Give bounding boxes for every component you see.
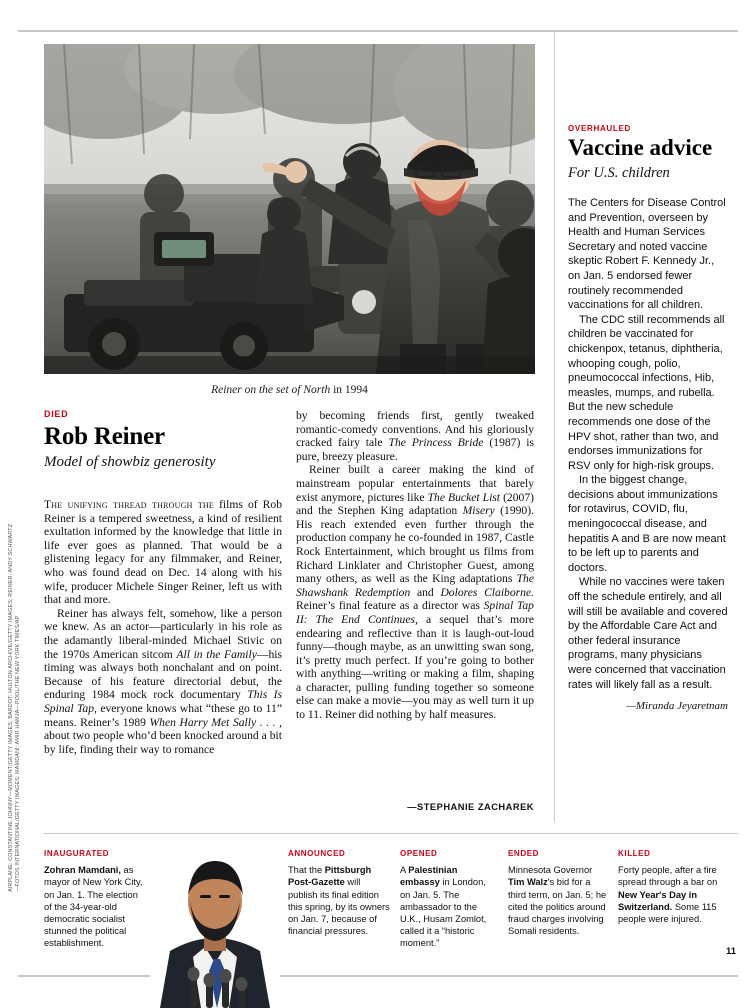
- brief-kicker: ENDED: [508, 849, 540, 858]
- briefs-divider-rule: [44, 833, 738, 834]
- sidebar-body: [568, 196, 728, 692]
- obituary-subtitle: Model of showbiz generosity: [44, 454, 216, 470]
- sidebar-subtitle: For U.S. children: [568, 165, 670, 181]
- obituary-column-middle: [296, 409, 534, 722]
- photo-caption-pre: Reiner on the set of: [211, 384, 304, 396]
- brief-kicker: INAUGURATED: [44, 849, 110, 858]
- mamdani-portrait: [150, 843, 280, 1008]
- obituary-name: Rob Reiner: [44, 423, 165, 450]
- photo-caption-post: in 1994: [330, 384, 368, 396]
- brief-text: Forty people, after a fire spread through a bar on New Year's Day in Switzerland. Some 115 people were injured.: [618, 865, 718, 925]
- photo-caption: [44, 384, 535, 396]
- top-rule: [18, 30, 738, 32]
- brief-opened: [400, 848, 498, 950]
- brief-kicker: KILLED: [618, 849, 651, 858]
- obituary-paragraph: The unifying thread through the films of Rob Reiner is a tempered sweetness, a kind of resilient exultation informed by the knowledge that little in life ever goes as planned. That would be a glistening legacy for any filmmaker, and Reiner, who was found dead on Dec. 14 along with his wife, producer Michele Singer Reiner, left us with that and more.: [44, 498, 282, 607]
- sidebar-paragraph: The CDC still recommends all children be vaccinated for chickenpox, tetanus, diphtheria, whooping cough, polio, pneumococcal infections, Hib, measles, mumps, and rubella. But the new schedule recommends one dose of the HPV shot, rather than two, and endorses immunizations for RSV only for high-risk groups.: [568, 313, 725, 472]
- brief-text: A Palestinian embassy in London, on Jan. 5. The ambassador to the U.K., Husam Zomlot, called it a “historic moment.”: [400, 865, 487, 949]
- sidebar-title: Vaccine advice: [568, 135, 713, 160]
- sidebar-paragraph: The Centers for Disease Control and Prevention, overseen by Health and Human Services Secretary and noted vaccine skeptic Robert F. Kennedy Jr., on Jan. 5 endorsed fewer routinely recommended vaccinations for all children.: [568, 197, 726, 312]
- obituary-column-left: [44, 498, 282, 756]
- obituary-paragraph: Reiner built a career making the kind of mainstream popular entertainments that barely exist anymore, pictures like The Bucket List (2007) and the Stephen King adaptation Misery (1990). His reach extended even further through the production company he co-founded in 1987, Castle Rock Entertainment, which brought us films from Richard Linklater and Christopher Guest, among many others, as well as the King adaptations The Shawshank Redemption and Dolores Claiborne. Reiner’s final feature as a director was Spinal Tap II: The End Continues, a sequel that’s more endearing and reflective than it is laugh-out-loud funny—though maybe, as an unwitting swan song, it’s pretty much perfect. If you’re going to bother with anything—writing or making a film, shaping a character, pulling funding together so someone else can make a movie—you may as well turn it up to 11. Reiner did nothing by half measures.: [296, 463, 534, 722]
- obituary-byline: —STEPHANIE ZACHAREK: [407, 802, 534, 812]
- brief-announced: [288, 848, 392, 937]
- sidebar-paragraph: In the biggest change, decisions about immunizations for rotavirus, COVID, flu, meningococcal disease, and hepatitis A and B are now meant to be left up to parents and doctors.: [568, 474, 726, 574]
- bottom-rule: [18, 975, 738, 977]
- obituary-paragraph: by becoming friends first, gently tweaked romantic-comedy conventions. And his gloriously cracked fairy tale The Princess Bride (1987) is pure, breezy pleasure.: [296, 409, 534, 463]
- sidebar-byline: —Miranda Jeyaretnam: [626, 700, 728, 713]
- page-number: 11: [725, 946, 736, 957]
- brief-kicker: OPENED: [400, 849, 438, 858]
- obituary-kicker: DIED: [44, 409, 69, 419]
- sidebar-story: [568, 124, 728, 712]
- vertical-rule: [554, 32, 555, 822]
- obituary-header: [44, 409, 274, 471]
- brief-killed: [618, 848, 728, 925]
- photo-caption-title: North: [303, 384, 331, 396]
- sidebar-kicker: OVERHAULED: [568, 124, 632, 133]
- lead-photo: [44, 44, 535, 374]
- brief-text: That the Pittsburgh Post-Gazette will publish its final edition this spring, by its owners on Jan. 7, because of financial pressures.: [288, 865, 390, 937]
- brief-text: Zohran Mamdani, as mayor of New York City, on Jan. 1. The election of the 34-year-old democratic socialist stunned the political establishment.: [44, 865, 143, 949]
- brief-text: Minnesota Governor Tim Walz's bid for a third term, on Jan. 5; he cited the politics around fraud charges involving Somali residents.: [508, 865, 607, 937]
- brief-kicker: ANNOUNCED: [288, 849, 346, 858]
- obituary-paragraph: Reiner has always felt, somehow, like a person we knew. As an actor—particularly in his role as the adamantly liberal-minded Michael Stivic on the 1970s American sitcom All in the Family—his timing was always both nonchalant and on point. Because of his feature directorial debut, the enduring 1984 mock rock documentary This Is Spinal Tap, everyone knows what “these go to 11” means. Reiner’s 1989 When Harry Met Sally . . . , about two people who’d been knocked around a bit by life, finding their way to romance: [44, 606, 283, 756]
- photo-credit: AIRPLANE: CONSTANTINE JOHNNY—MOMENT/GETTY IMAGES; BARDOT: HULTON ARCHIVE/GETTY IMAGES; REINER: ANDY SCHWARTZ—FOTOS INTERNATIONAL/GETTY IMAGES; MAMDANI: AMIR HAMJA—POOL/THE NEW YORK TIMES/AP: [8, 523, 21, 892]
- brief-inaugurated: [44, 848, 148, 950]
- brief-ended: [508, 848, 608, 937]
- sidebar-paragraph: While no vaccines were taken off the schedule entirely, and all will still be available and covered by the Affordable Care Act and other federal insurance programs, many physicians were concerned that vaccination rates will likely fall as a result.: [568, 576, 728, 691]
